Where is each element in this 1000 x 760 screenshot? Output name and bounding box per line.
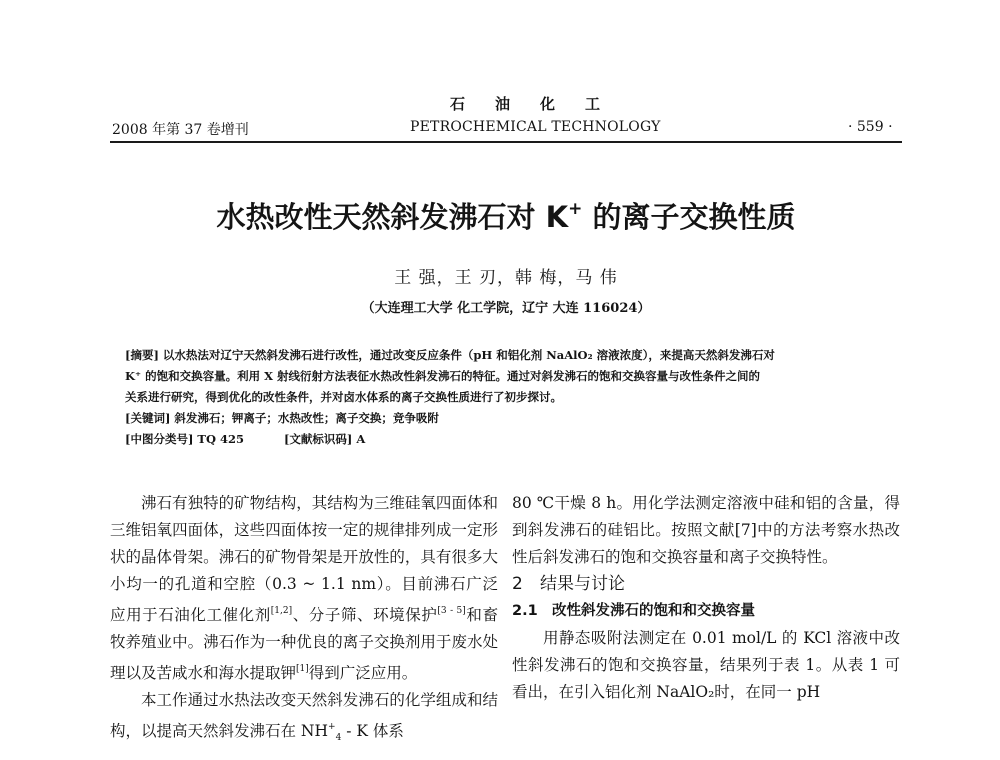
section-number: 2 [512,574,523,594]
title-superscript: + [568,199,583,219]
para2-text-b: - K 体系 [341,722,404,740]
body-column-left [110,490,498,752]
para1-text-b: 、分子筛、环境保护 [292,606,438,624]
citation-ref: [3 - 5] [437,606,466,616]
page-number: · 559 · [848,119,893,135]
document-code: [文献标识码] A [283,432,366,446]
section-heading [512,571,900,598]
abstract-line-3: 关系进行研究，得到优化的改性条件，并对卤水体系的离子交换性质进行了初步探讨。 [125,390,562,404]
affiliation: （大连理工大学 化工学院，辽宁 大连 116024） [361,301,651,316]
section-title: 结果与讨论 [540,574,625,594]
journal-name-en: PETROCHEMICAL TECHNOLOGY [410,119,661,135]
body-column-right [512,490,900,706]
title-tail: 的离子交换性质 [582,200,796,234]
abstract-line-2: K⁺ 的饱和交换容量。利用 X 射线衍射方法表征水热改性斜发沸石的特征。通过对斜发沸石的饱和交换容量与改性条件之间的 [125,369,760,383]
citation-ref: [1] [296,664,309,674]
subsection-heading [512,598,900,625]
body-paragraph [110,687,498,752]
article-title [110,195,902,236]
citation-ref: [1,2] [270,606,293,616]
subsection-title: 改性斜发沸石的饱和和交换容量 [552,603,755,619]
abstract-block [125,345,900,450]
header-rule [110,141,902,143]
journal-name-cn: 石油化工 [450,95,631,113]
para1-text-a: 沸石有独特的矿物结构，其结构为三维硅氧四面体和三维铝氧四面体，这些四面体按一定的规律排列成一定形状的晶体骨架。沸石的矿物骨架是开放性的，具有很多大小均一的孔道和空腔（0.3 ~ 1.1 nm）。目前沸石广泛应用于石油化工催化剂 [110,494,498,624]
body-paragraph [110,490,498,687]
classification [125,429,900,450]
para1-text-d: 得到广泛应用。 [308,664,418,682]
para1-text-c: 和畜牧养殖业中。沸石作为一种优良的离子交换剂用于废水处理以及苦咸水和海水提取钾 [110,606,498,682]
issue-info: 2008 年第 37 卷增刊 [112,122,249,138]
subsection-number: 2.1 [512,603,538,619]
abstract-line-1: [摘要] 以水热法对辽宁天然斜发沸石进行改性，通过改变反应条件（pH 和铝化剂 NaAlO₂ 溶液浓度），来提高天然斜发沸石对 [125,348,775,362]
authors: 王 强，王 刃，韩 梅，马 伟 [394,268,618,288]
body-paragraph: 用静态吸附法测定在 0.01 mol/L 的 KCl 溶液中改性斜发沸石的饱和交换容量，结果列于表 1。从表 1 可看出，在引入铝化剂 NaAlO₂时，在同一 pH [512,629,900,701]
title-main: 水热改性天然斜发沸石对 K [216,200,569,234]
ion-subscript: 4 [335,733,342,744]
body-paragraph: 80 ℃干燥 8 h。用化学法测定溶液中硅和铝的含量，得到斜发沸石的硅铝比。按照文献[7]中的方法考察水热改性后斜发沸石的饱和交换容量和离子交换特性。 [512,494,900,566]
class-number: [中图分类号] TQ 425 [125,432,244,446]
ion-charge: + [328,722,336,732]
para2-text-a: 本工作通过水热法改变天然斜发沸石的化学组成和结构，以提高天然斜发沸石在 NH [110,691,498,740]
keywords: [关键词] 斜发沸石；钾离子；水热改性；离子交换；竞争吸附 [125,411,439,425]
